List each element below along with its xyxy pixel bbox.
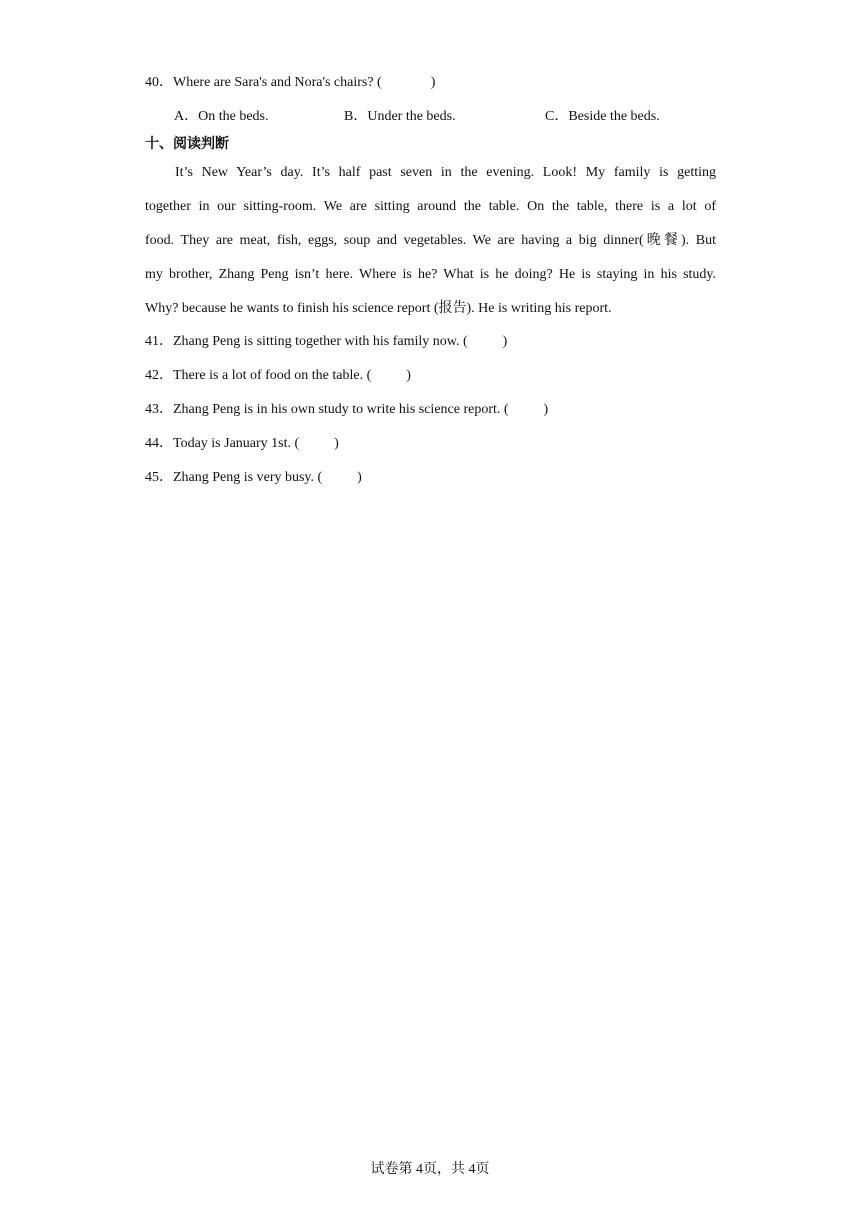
question-43: 43．Zhang Peng is in his own study to write his science report. ( ): [145, 402, 549, 417]
question-44: 44．Today is January 1st. ( ): [145, 436, 339, 451]
passage-line-2: together in our sitting-room. We are sitting around the table. On the table, there is a lot of: [145, 199, 716, 214]
section-heading: 十、阅读判断: [145, 136, 229, 152]
page-footer: 试卷第 4页，共 4页: [370, 1162, 490, 1177]
passage-line-5: Why? because he wants to finish his science report (报告). He is writing his report.: [145, 301, 612, 316]
question-40: 40．Where are Sara's and Nora's chairs? ( ): [145, 75, 436, 90]
question-42: 42．There is a lot of food on the table. ( ): [145, 368, 411, 383]
option-c: C．Beside the beds.: [545, 109, 660, 124]
passage-line-1: It’s New Year’s day. It’s half past seven in the evening. Look! My family is getting: [175, 165, 716, 180]
option-b: B．Under the beds.: [344, 109, 456, 124]
question-41: 41．Zhang Peng is sitting together with his family now. ( ): [145, 334, 508, 349]
question-45: 45．Zhang Peng is very busy. ( ): [145, 470, 362, 485]
passage-line-4: my brother, Zhang Peng isn’t here. Where is he? What is he doing? He is staying in his study.: [145, 267, 716, 282]
passage-line-3: food. They are meat, fish, eggs, soup and vegetables. We are having a big dinner(晚餐). But: [145, 233, 716, 248]
option-a: A．On the beds.: [174, 109, 269, 124]
